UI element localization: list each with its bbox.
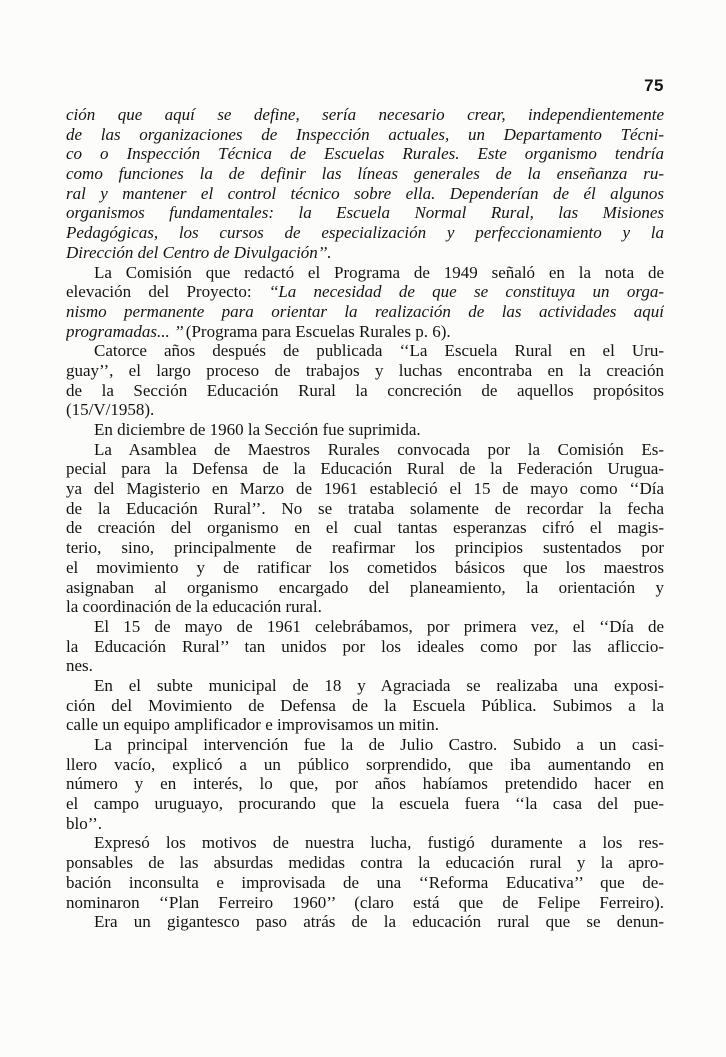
text-line [66, 637, 664, 657]
italic-text-run: organismos fundamentales: la Escuela Normal Rural, las Misiones [66, 203, 664, 223]
text-line [66, 479, 664, 499]
text-run: calle un equipo amplificador e improvisamos un mitin. [66, 715, 439, 735]
text-run: El 15 de mayo de 1961 celebrábamos, por primera vez, el ‘‘Día de [94, 616, 664, 636]
text-run: nes. [66, 656, 93, 676]
text-line [66, 696, 664, 716]
paragraph [66, 263, 664, 342]
paragraph [66, 735, 664, 833]
text-line [66, 302, 664, 322]
italic-text-run: como funciones la de definir las líneas generales de la enseñanza ru- [66, 164, 664, 184]
paragraph [66, 420, 664, 440]
text-run: En diciembre de 1960 la Sección fue suprimida. [94, 420, 421, 439]
text-line [66, 538, 664, 558]
text-line [66, 656, 664, 676]
text-run: el movimiento y de ratificar los cometidos básicos que los maestros [66, 557, 664, 577]
text-run: número y en interés, lo que, por años habíamos pretendido hacer en [66, 774, 664, 794]
text-line [66, 282, 664, 302]
page-number: 75 [644, 76, 664, 95]
text-line [66, 203, 664, 223]
italic-text-run: co o Inspección Técnica de Escuelas Rurales. Este organismo tendría [66, 144, 664, 164]
paragraph [66, 440, 664, 617]
text-run: La Asamblea de Maestros Rurales convocada por la Comisión Es- [94, 439, 664, 459]
italic-text-run: Pedagógicas, los cursos de especialización y perfeccionamiento y la [66, 223, 664, 243]
text-run: de la Sección Educación Rural la concreción de aquellos propósitos [66, 380, 664, 400]
text-run: la coordinación de la educación rural. [66, 597, 322, 617]
text-line [66, 459, 664, 479]
text-run: ponsables de las absurdas medidas contra la educación rural y la apro- [66, 853, 664, 873]
text-run: ya del Magisterio en Marzo de 1961 estableció el 15 de mayo como ‘‘Día [66, 479, 664, 499]
text-line [66, 223, 664, 243]
text-line [66, 105, 664, 125]
text-line [66, 735, 664, 755]
italic-text-run: de las organizaciones de Inspección actuales, un Departamento Técni- [66, 124, 664, 144]
text-line [66, 873, 664, 893]
paragraph [66, 833, 664, 912]
text-line [66, 617, 664, 637]
text-line [66, 833, 664, 853]
text-line [66, 578, 664, 598]
text-line [66, 144, 664, 164]
text-run: la Educación Rural’’ tan unidos por los ideales como por las afliccio- [66, 636, 664, 656]
text-run: asignaban al organismo encargado del planeamiento, la orientación y [66, 577, 664, 597]
text-line [66, 322, 664, 342]
text-run: terio, sino, principalmente de reafirmar los principios sustentados por [66, 538, 664, 558]
text-run: guay’’, el largo proceso de trabajos y luchas encontraba en la creación [66, 360, 664, 380]
text-run: La principal intervención fue la de Julio Castro. Subido a un casi- [94, 735, 664, 754]
text-line [66, 440, 664, 460]
text-run: el campo uruguayo, procurando que la escuela fuera ‘‘la casa del pue- [66, 794, 664, 814]
text-line [66, 381, 664, 401]
text-line [66, 814, 664, 834]
text-run: bación inconsulta e improvisada de una ‘‘Reforma Educativa’’ que de- [66, 872, 664, 892]
text-line [66, 243, 664, 263]
text-run: (15/V/1958). [66, 400, 155, 420]
text-run: En el subte municipal de 18 y Agraciada se realizaba una exposi- [94, 675, 664, 695]
text-line [66, 518, 664, 538]
italic-text-run: ral y mantener el control técnico sobre ella. Dependerían de él algunos [66, 183, 664, 203]
italic-text-run: nismo permanente para orientar la realización de las actividades aquí [66, 301, 664, 321]
text-line [66, 164, 664, 184]
text-line [66, 263, 664, 283]
text-line [66, 597, 664, 617]
italic-text-run: Dirección del Centro de Divulgación’’. [66, 242, 332, 262]
paragraph [66, 912, 664, 932]
paragraph [66, 105, 664, 263]
italic-text-run: ción que aquí se define, sería necesario crear, independientemente [66, 105, 664, 124]
text-line [66, 184, 664, 204]
italic-text-run: ‘‘La necesidad de que se constituya un orga- [268, 282, 664, 302]
text-run: Era un gigantesco paso atrás de la educación rural que se denun- [94, 912, 664, 932]
text-run: blo’’. [66, 813, 103, 833]
text-line [66, 420, 664, 440]
text-run: de creación del organismo en el cual tantas esperanzas cifró el magis- [66, 518, 664, 538]
text-run: ción del Movimiento de Defensa de la Escuela Pública. Subimos a la [66, 695, 664, 715]
text-line [66, 893, 664, 913]
text-line [66, 676, 664, 696]
italic-text-run: programadas... ’’ [66, 321, 186, 341]
text-run: de la Educación Rural’’. No se trataba solamente de recordar la fecha [66, 498, 664, 518]
paragraph [66, 676, 664, 735]
text-line [66, 853, 664, 873]
text-run: Expresó los motivos de nuestra lucha, fustigó duramente a los res- [94, 833, 664, 853]
text-run: La Comisión que redactó el Programa de 1949 señaló en la nota de [94, 262, 664, 282]
text-line [66, 794, 664, 814]
text-run: llero vacío, explicó a un público sorprendido, que iba aumentando en [66, 754, 664, 774]
text-line [66, 341, 664, 361]
text-line [66, 715, 664, 735]
text-run: Catorce años después de publicada ‘‘La Escuela Rural en el Uru- [94, 341, 664, 361]
text-line [66, 361, 664, 381]
text-run: nominaron ‘‘Plan Ferreiro 1960’’ (claro está que de Felipe Ferreiro). [66, 892, 664, 912]
paragraph [66, 617, 664, 676]
text-line [66, 774, 664, 794]
text-line [66, 558, 664, 578]
text-run: pecial para la Defensa de la Educación Rural de la Federación Urugua- [66, 459, 664, 479]
paragraph [66, 341, 664, 420]
text-line [66, 912, 664, 932]
text-line [66, 125, 664, 145]
text-line [66, 755, 664, 775]
text-run: elevación del Proyecto: [66, 282, 269, 302]
text-block [66, 105, 664, 932]
text-line [66, 400, 664, 420]
text-line [66, 499, 664, 519]
text-run: (Programa para Escuelas Rurales p. 6). [185, 321, 451, 341]
